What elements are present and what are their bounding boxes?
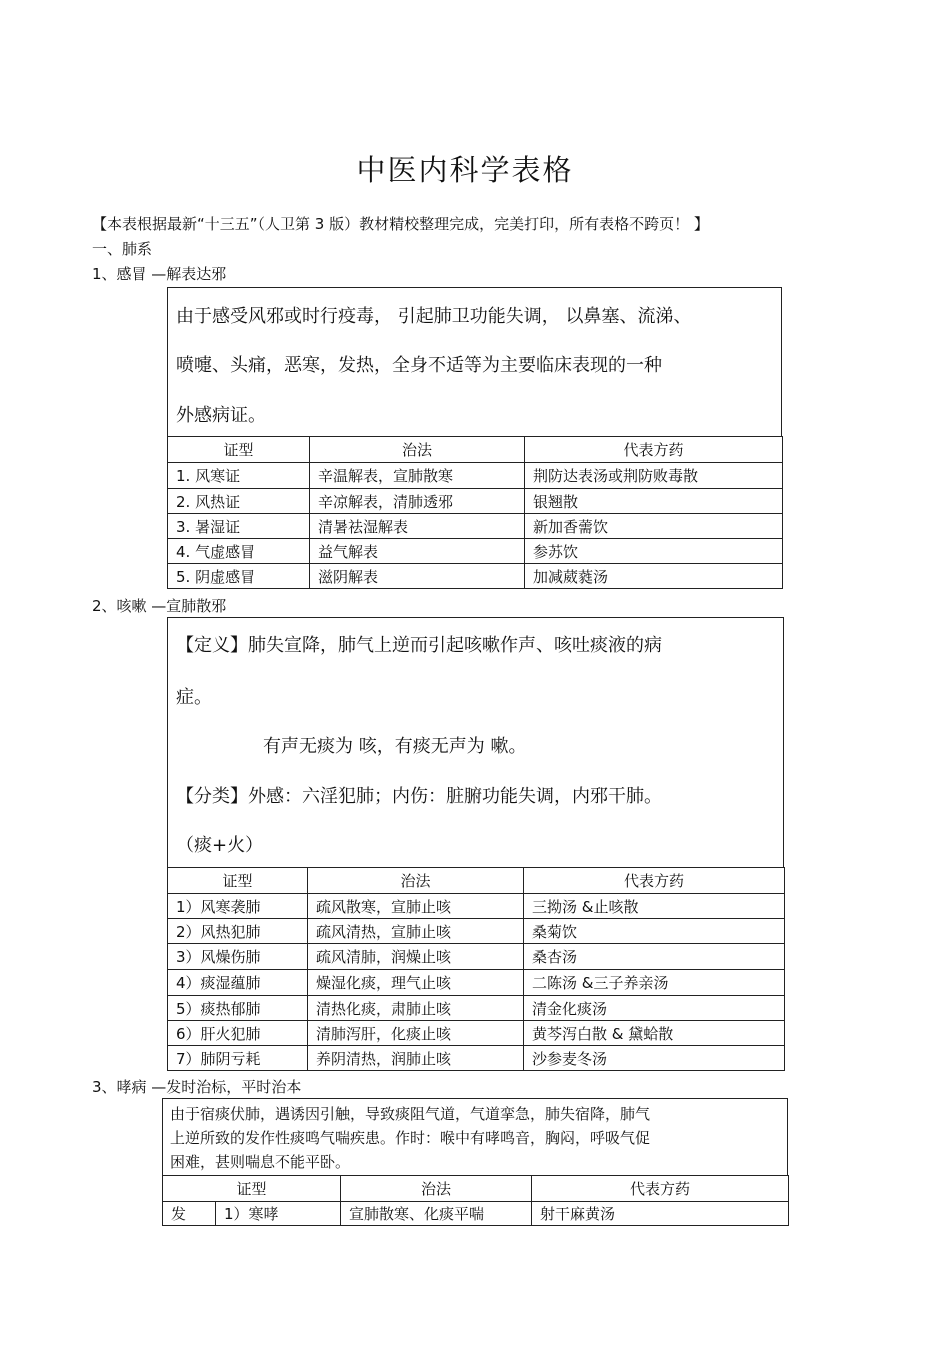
table-row [168,894,785,919]
definition-line: 【定义】肺失宣降，肺气上逆而引起咳嗽作声、咳吐痰液的病 [176,635,662,656]
table-row [168,919,785,944]
cell-method: 疏风清肺，润燥止咳 [308,944,524,970]
section-3-table [162,1175,789,1226]
table-row [168,1021,785,1046]
header-formula: 代表方药 [524,868,785,894]
table-row [168,514,783,539]
section-1-definition-box [167,287,782,437]
section-3-definition-box [162,1098,788,1176]
cell-formula: 桑菊饮 [524,919,785,944]
cell-formula: 银翘散 [525,489,783,514]
table-header-row [163,1176,789,1202]
cell-type: 2）风热犯肺 [168,919,308,944]
table-row [168,463,783,489]
definition-line: 【分类】外感：六淫犯肺；内伤：脏腑功能失调，内邪干肺。 [176,786,662,807]
cell-method: 养阴清热，润肺止咳 [308,1046,524,1071]
cell-method: 辛凉解表，清肺透邪 [310,489,525,514]
cell-method: 益气解表 [310,539,525,564]
cell-formula: 沙参麦冬汤 [524,1046,785,1071]
definition-line: 有声无痰为 咳，有痰无声为 嗽。 [263,736,527,757]
definition-line: （痰+火） [176,835,264,856]
cell-formula: 桑杏汤 [524,944,785,970]
cell-type: 1. 风寒证 [168,463,310,489]
header-method: 治法 [310,437,525,463]
section-2-table [167,867,785,1071]
definition-line: 由于宿痰伏肺，遇诱因引触，导致痰阻气道，气道挛急，肺失宿降，肺气 [170,1105,651,1123]
cell-method: 疏风清热，宣肺止咳 [308,919,524,944]
cell-formula: 清金化痰汤 [524,996,785,1021]
cell-type: 3）风燥伤肺 [168,944,308,970]
table-row [168,996,785,1021]
cell-method: 辛温解表，宣肺散寒 [310,463,525,489]
cell-type: 3. 暑湿证 [168,514,310,539]
cell-type: 1）风寒袭肺 [168,894,308,919]
cell-type: 6）肝火犯肺 [168,1021,308,1046]
header-method: 治法 [341,1176,532,1202]
section-3-heading: 3、哮病 —发时治标，平时治本 [92,1078,302,1096]
table-row [168,1046,785,1071]
header-type: 证型 [168,437,310,463]
cell-method: 疏风散寒，宣肺止咳 [308,894,524,919]
definition-line: 由于感受风邪或时行疫毒， 引起肺卫功能失调， 以鼻塞、流涕、 [176,306,692,327]
table-header-row [168,868,785,894]
cell-type: 7）肺阴亏耗 [168,1046,308,1071]
cell-type: 2. 风热证 [168,489,310,514]
table-row [168,489,783,514]
cell-formula: 新加香薷饮 [525,514,783,539]
cell-formula: 参苏饮 [525,539,783,564]
definition-line: 外感病证。 [176,405,266,426]
table-row [168,539,783,564]
cell-type: 4）痰湿蕴肺 [168,970,308,996]
header-type: 证型 [163,1176,341,1202]
definition-line: 上逆所致的发作性痰鸣气喘疾患。作时：喉中有哮鸣音，胸闷，呼吸气促 [170,1129,651,1147]
table-row [163,1202,789,1226]
cell-method: 清暑祛湿解表 [310,514,525,539]
cell-type: 5）痰热郁肺 [168,996,308,1021]
cell-method: 清热化痰，肃肺止咳 [308,996,524,1021]
definition-line: 困难，甚则喘息不能平卧。 [170,1153,351,1171]
cell-formula: 黄芩泻白散 & 黛蛤散 [524,1021,785,1046]
page-title: 中医内科学表格 [356,153,574,187]
cell-type: 4. 气虚感冒 [168,539,310,564]
table-header-row [168,437,783,463]
definition-line: 喷嚏、头痛，恶寒，发热，全身不适等为主要临床表现的一种 [176,355,662,376]
header-formula: 代表方药 [532,1176,789,1202]
cell-type: 1）寒哮 [216,1202,341,1226]
cell-method: 燥湿化痰，理气止咳 [308,970,524,996]
section-2-definition-box [167,617,784,868]
header-type: 证型 [168,868,308,894]
table-row [168,944,785,970]
edition-note: 【本表根据最新“十三五”（人卫第 3 版）教材精校整理完成，完美打印，所有表格不跨页！ 】 [92,215,709,233]
section-1-heading: 1、感冒 —解表达邪 [92,265,227,283]
chapter-heading: 一、肺系 [92,240,153,258]
cell-formula: 荆防达表汤或荆防败毒散 [525,463,783,489]
cell-formula: 射干麻黄汤 [532,1202,789,1226]
header-method: 治法 [308,868,524,894]
header-formula: 代表方药 [525,437,783,463]
table-row [168,564,783,589]
section-2-heading: 2、咳嗽 —宣肺散邪 [92,597,227,615]
cell-method: 宣肺散寒、化痰平喘 [341,1202,532,1226]
cell-type: 5. 阴虚感冒 [168,564,310,589]
table-row [168,970,785,996]
cell-formula: 三拗汤 &止咳散 [524,894,785,919]
cell-formula: 二陈汤 &三子养亲汤 [524,970,785,996]
definition-line: 症。 [176,687,212,708]
cell-formula: 加减葳蕤汤 [525,564,783,589]
cell-method: 滋阴解表 [310,564,525,589]
section-1-table [167,436,783,589]
cell-method: 清肺泻肝，化痰止咳 [308,1021,524,1046]
cell-phase: 发 [163,1202,216,1226]
